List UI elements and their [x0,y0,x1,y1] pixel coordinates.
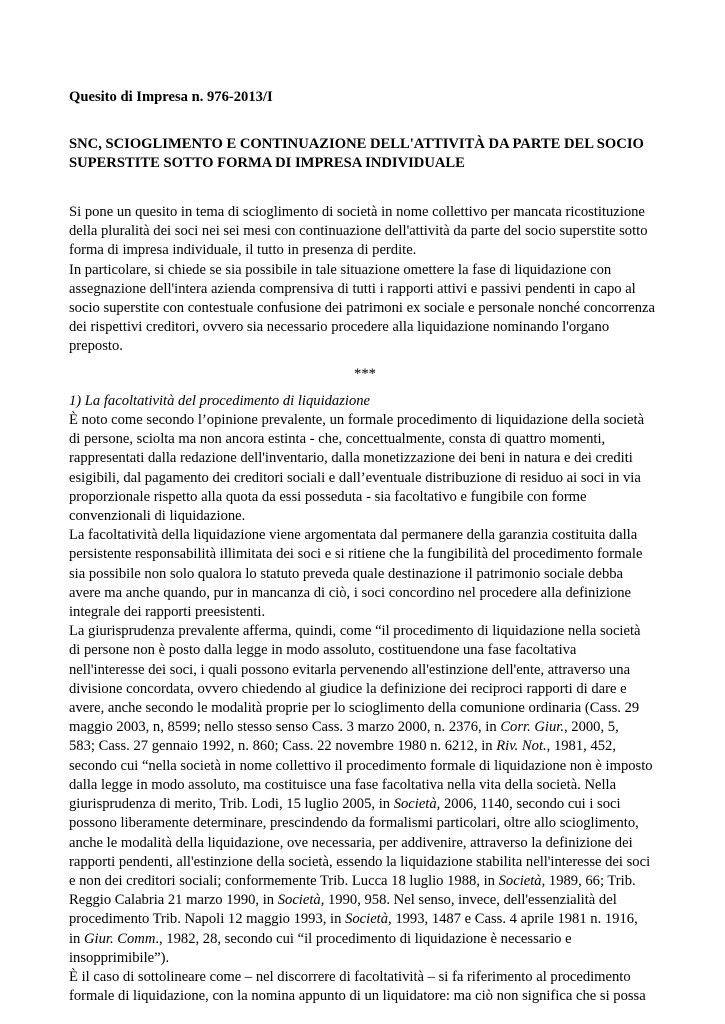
intro-line: forma di impresa individuale, il tutto in presenza di perdite. [69,242,417,259]
section-separator: *** [354,365,376,382]
body-line: È il caso di sottolineare come – nel discorrere di facoltatività – si fa riferimento al procedimento [69,968,631,985]
body-line: secondo cui “nella società in nome collettivo il procedimento formale di liquidazione non è imposto [69,757,653,774]
citation-italic: Riv. Not. [496,738,547,755]
citation-italic: Società [277,892,321,909]
body-line: dalla legge in modo assoluto, ma costituisce una fase facoltativa nella vita della società. Nella [69,776,617,793]
intro-line: assegnazione dell'intera azienda comprensiva di tutti i rapporti attivi e passivi pendenti in capo al [69,280,636,297]
body-line: rapporti pendenti, all'estinzione della società, essendo la liquidazione stabilita nell'interesse dei soci [69,853,651,870]
body-line: rappresentati dalla redazione dell'inventario, dalla monetizzazione dei beni in natura e dei crediti [69,450,633,467]
body-line: avere, anche secondo le modalità proprie per lo scioglimento della comunione ordinaria (Cass. 29 [69,700,640,717]
body-line: anche le modalità della liquidazione, ove necessaria, per addivenire, attraverso la definizione dei [69,834,633,851]
intro-line: preposto. [69,338,123,355]
body-line: sia possibile non solo qualora lo statuto preveda quale destinazione il patrimonio sociale debba [69,565,624,582]
body-line: insopprimibile”). [69,949,170,966]
citation-italic: Società [393,796,437,813]
body-line: persistente responsabilità illimitata dei soci e si ritiene che la fungibilità del procedimento formale [69,546,643,563]
body-line [69,795,661,814]
body-line: integrale dei rapporti preesistenti. [69,604,266,621]
text-run: e non dei creditori sociali; conformemente Trib. Lucca 18 luglio 1988, in [69,872,499,889]
title-line: SNC, SCIOGLIMENTO E CONTINUAZIONE DELL'ATTIVITÀ DA PARTE DEL SOCIO [69,136,644,152]
citation-italic: Società [498,872,542,889]
title-line: SUPERSTITE SOTTO FORMA DI IMPRESA INDIVIDUALE [69,155,465,172]
text-run: giurisprudenza di merito, Trib. Lodi, 15 luglio 2005, in [69,796,394,813]
intro-line: In particolare, si chiede se sia possibile in tale situazione omettere la fase di liquidazione con [69,261,612,278]
body-line [69,910,661,929]
text-run: , 2000, 5, [563,719,619,736]
body-line: La facoltatività della liquidazione viene argomentata dal permanere della garanzia costituita dalla [69,527,638,544]
text-run: , 1990, 958. Nel senso, invece, dell'essenzialità del [320,892,617,909]
text-run: , 2006, 1140, secondo cui i soci [436,796,621,813]
text-run: Reggio Calabria 21 marzo 1990, in [69,892,278,909]
body-line [69,737,661,756]
body-line: nell'interesse dei soci, i quali possono evitarla pervenendo all'estinzione dell'ente, attraverso una [69,661,631,678]
text-run: , 1981, 452, [546,738,616,755]
text-run: procedimento Trib. Napoli 12 maggio 1993, in [69,911,346,928]
citation-italic: Giur. Comm [84,930,156,947]
body-line: È noto come secondo l’opinione prevalente, un formale procedimento di liquidazione della società [69,412,645,429]
intro-line: della pluralità dei soci nei sei mesi con continuazione dell'attività da parte del socio superstite sotto [69,223,648,240]
body-line: formale di liquidazione, con la nomina appunto di un liquidatore: ma ciò non significa che si possa [69,988,646,1005]
body-line [69,872,661,891]
body-line: convenzionali di liquidazione. [69,508,246,525]
citation-italic: Corr. Giur. [500,719,564,736]
body-line: di persone, sciolta ma non ancora estinta - che, concettualmente, consta di quattro momenti, [69,431,606,448]
text-run: , 1989, 66; Trib. [541,872,636,889]
body-line: esigibili, dal pagamento dei creditori sociali e dall’eventuale distribuzione di residuo ai soci in via [69,469,641,486]
text-run: , 1993, 1487 e Cass. 4 aprile 1981 n. 1916, [388,911,638,928]
intro-line: Si pone un quesito in tema di scioglimento di società in nome collettivo per mancata ricostituzione [69,204,645,220]
text-run: ., 1982, 28, secondo cui “il procedimento di liquidazione è necessario e [155,930,572,947]
section-title: 1) La facoltatività del procedimento di liquidazione [69,392,371,409]
citation-italic: Società [345,911,389,928]
document-body [69,203,661,1006]
body-line: di persone non è posto dalla legge in modo assoluto, costituendone una fase facoltativa [69,642,577,659]
body-line: La giurisprudenza prevalente afferma, quindi, come “il procedimento di liquidazione nella società [69,623,641,640]
intro-line: dei rispettivi creditori, ovvero sia necessario procedere alla liquidazione nominando l'organo [69,319,610,336]
text-run: 583; Cass. 27 gennaio 1992, n. 860; Cass. 22 novembre 1980 n. 6212, in [69,738,497,755]
body-line [69,930,661,949]
body-line: proporzionale rispetto alla quota da essi posseduta - sia facoltativo e fungibile con forme [69,488,587,505]
intro-line: socio superstite con contestuale confusione dei patrimoni ex sociale e personale nonché concorrenza [69,300,655,317]
body-line: divisione concordata, ovvero chiedendo al giudice la definizione dei reciproci rapporti di dare e [69,680,627,697]
text-run: maggio 2003, n, 8599; nello stesso senso Cass. 3 marzo 2000, n. 2376, in [69,719,501,736]
body-line: avere ma anche quando, pur in mancanza di ciò, i soci concordino nel procedere alla definizione [69,584,632,601]
body-line [69,891,661,910]
body-line [69,718,661,737]
text-run: in [69,930,84,947]
document-header: Quesito di Impresa n. 976-2013/I [69,89,273,105]
document-title [69,135,661,173]
body-line: possono liberamente determinare, prescindendo da formalismi particolari, oltre allo scioglimento, [69,815,639,832]
